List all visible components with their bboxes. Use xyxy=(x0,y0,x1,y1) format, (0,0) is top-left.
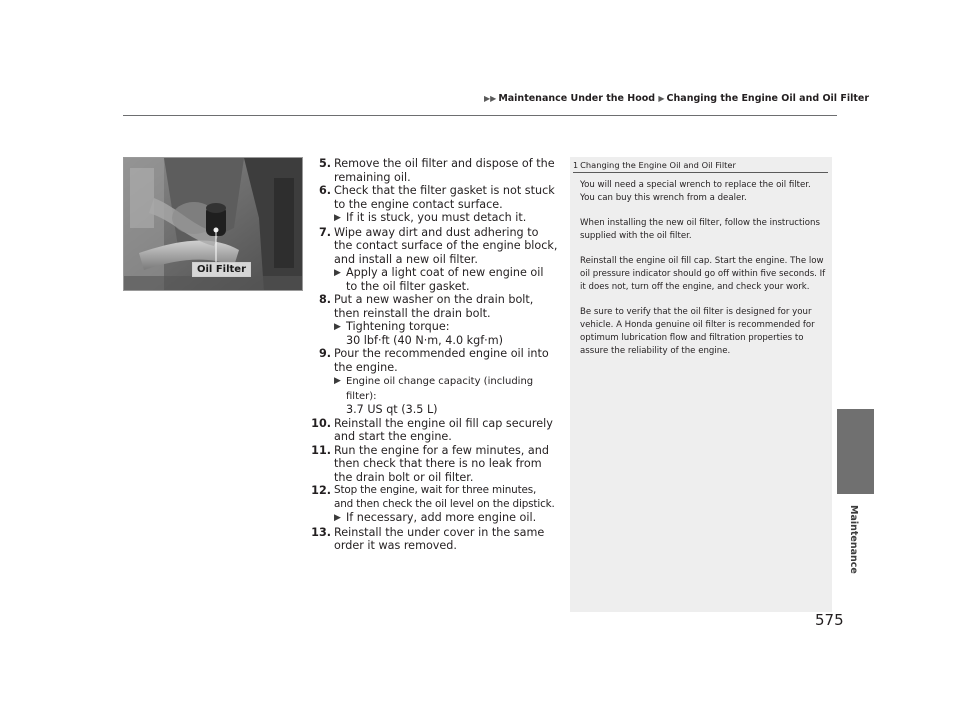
triangle-bullet-icon: ▶ xyxy=(334,513,341,523)
step: 8. Put a new washer on the drain bolt, then reinstall the drain bolt. xyxy=(318,293,534,320)
step: 10. Reinstall the engine oil fill cap securely and start the engine. xyxy=(311,416,553,443)
section-label: Maintenance xyxy=(848,505,859,574)
breadcrumb-item-1: Maintenance Under the Hood xyxy=(498,93,656,104)
step-substep: ▶ Apply a light coat of new engine oil to the oil filter gasket. xyxy=(334,266,544,293)
triangle-bullet-icon: ▶ xyxy=(334,268,341,278)
step: 13. Reinstall the under cover in the same order it was removed. xyxy=(311,525,545,552)
step: 6. Check that the filter gasket is not stuck to the engine contact surface. xyxy=(318,184,555,211)
note-box xyxy=(570,157,832,612)
step-substep: ▶ If it is stuck, you must detach it. xyxy=(334,211,527,224)
step-substep: ▶ Tightening torque: 30 lbf·ft (40 N·m, 4.0 kgf·m) xyxy=(334,320,503,347)
header-rule xyxy=(123,115,837,116)
oil-filter-callout: Oil Filter xyxy=(192,262,251,277)
section-tab xyxy=(837,409,874,494)
engine-photo xyxy=(123,157,303,291)
note-paragraph: Be sure to verify that the oil filter is designed for your vehicle. A Honda genuine oil filter is recommended for optimum lubrication flow and filtration properties to assure the reliability of the engine. xyxy=(580,307,815,356)
step: 7. Wipe away dirt and dust adhering to the contact surface of the engine block, and install a new oil filter. xyxy=(318,225,558,266)
breadcrumb-arrow-icon: ▶▶ xyxy=(484,94,497,103)
note-paragraph: Reinstall the engine oil fill cap. Start the engine. The low oil pressure indicator should go off within five seconds. If it does not, turn off the engine, and check your work. xyxy=(580,256,826,292)
note-title: 1 Changing the Engine Oil and Oil Filter xyxy=(573,157,828,173)
note-paragraph: When installing the new oil filter, follow the instructions supplied with the oil filter. xyxy=(580,218,820,241)
triangle-bullet-icon: ▶ xyxy=(334,213,341,223)
step: 12. Stop the engine, wait for three minutes, and then check the oil level on the dipstick. xyxy=(311,484,555,510)
breadcrumb-arrow-icon: ▶ xyxy=(658,94,665,103)
triangle-bullet-icon: ▶ xyxy=(334,376,341,386)
note-ref-icon: 1 xyxy=(573,161,579,170)
step-substep: ▶ If necessary, add more engine oil. xyxy=(334,511,537,524)
note-paragraph: You will need a special wrench to replace the oil filter. You can buy this wrench from a dealer. xyxy=(580,180,811,203)
note-body xyxy=(570,173,832,358)
step: 9. Pour the recommended engine oil into the engine. xyxy=(318,347,549,374)
triangle-bullet-icon: ▶ xyxy=(334,322,341,332)
breadcrumb xyxy=(484,93,869,104)
step-substep: ▶ Engine oil change capacity (including filter): 3.7 US qt (3.5 L) xyxy=(334,376,534,416)
step: 11. Run the engine for a few minutes, and then check that there is no leak from the drain bolt or oil filter. xyxy=(311,443,549,484)
breadcrumb-item-2: Changing the Engine Oil and Oil Filter xyxy=(666,93,870,104)
step: 5. Remove the oil filter and dispose of the remaining oil. xyxy=(318,157,555,184)
page-number: 575 xyxy=(815,611,844,629)
procedure-steps xyxy=(308,157,558,553)
